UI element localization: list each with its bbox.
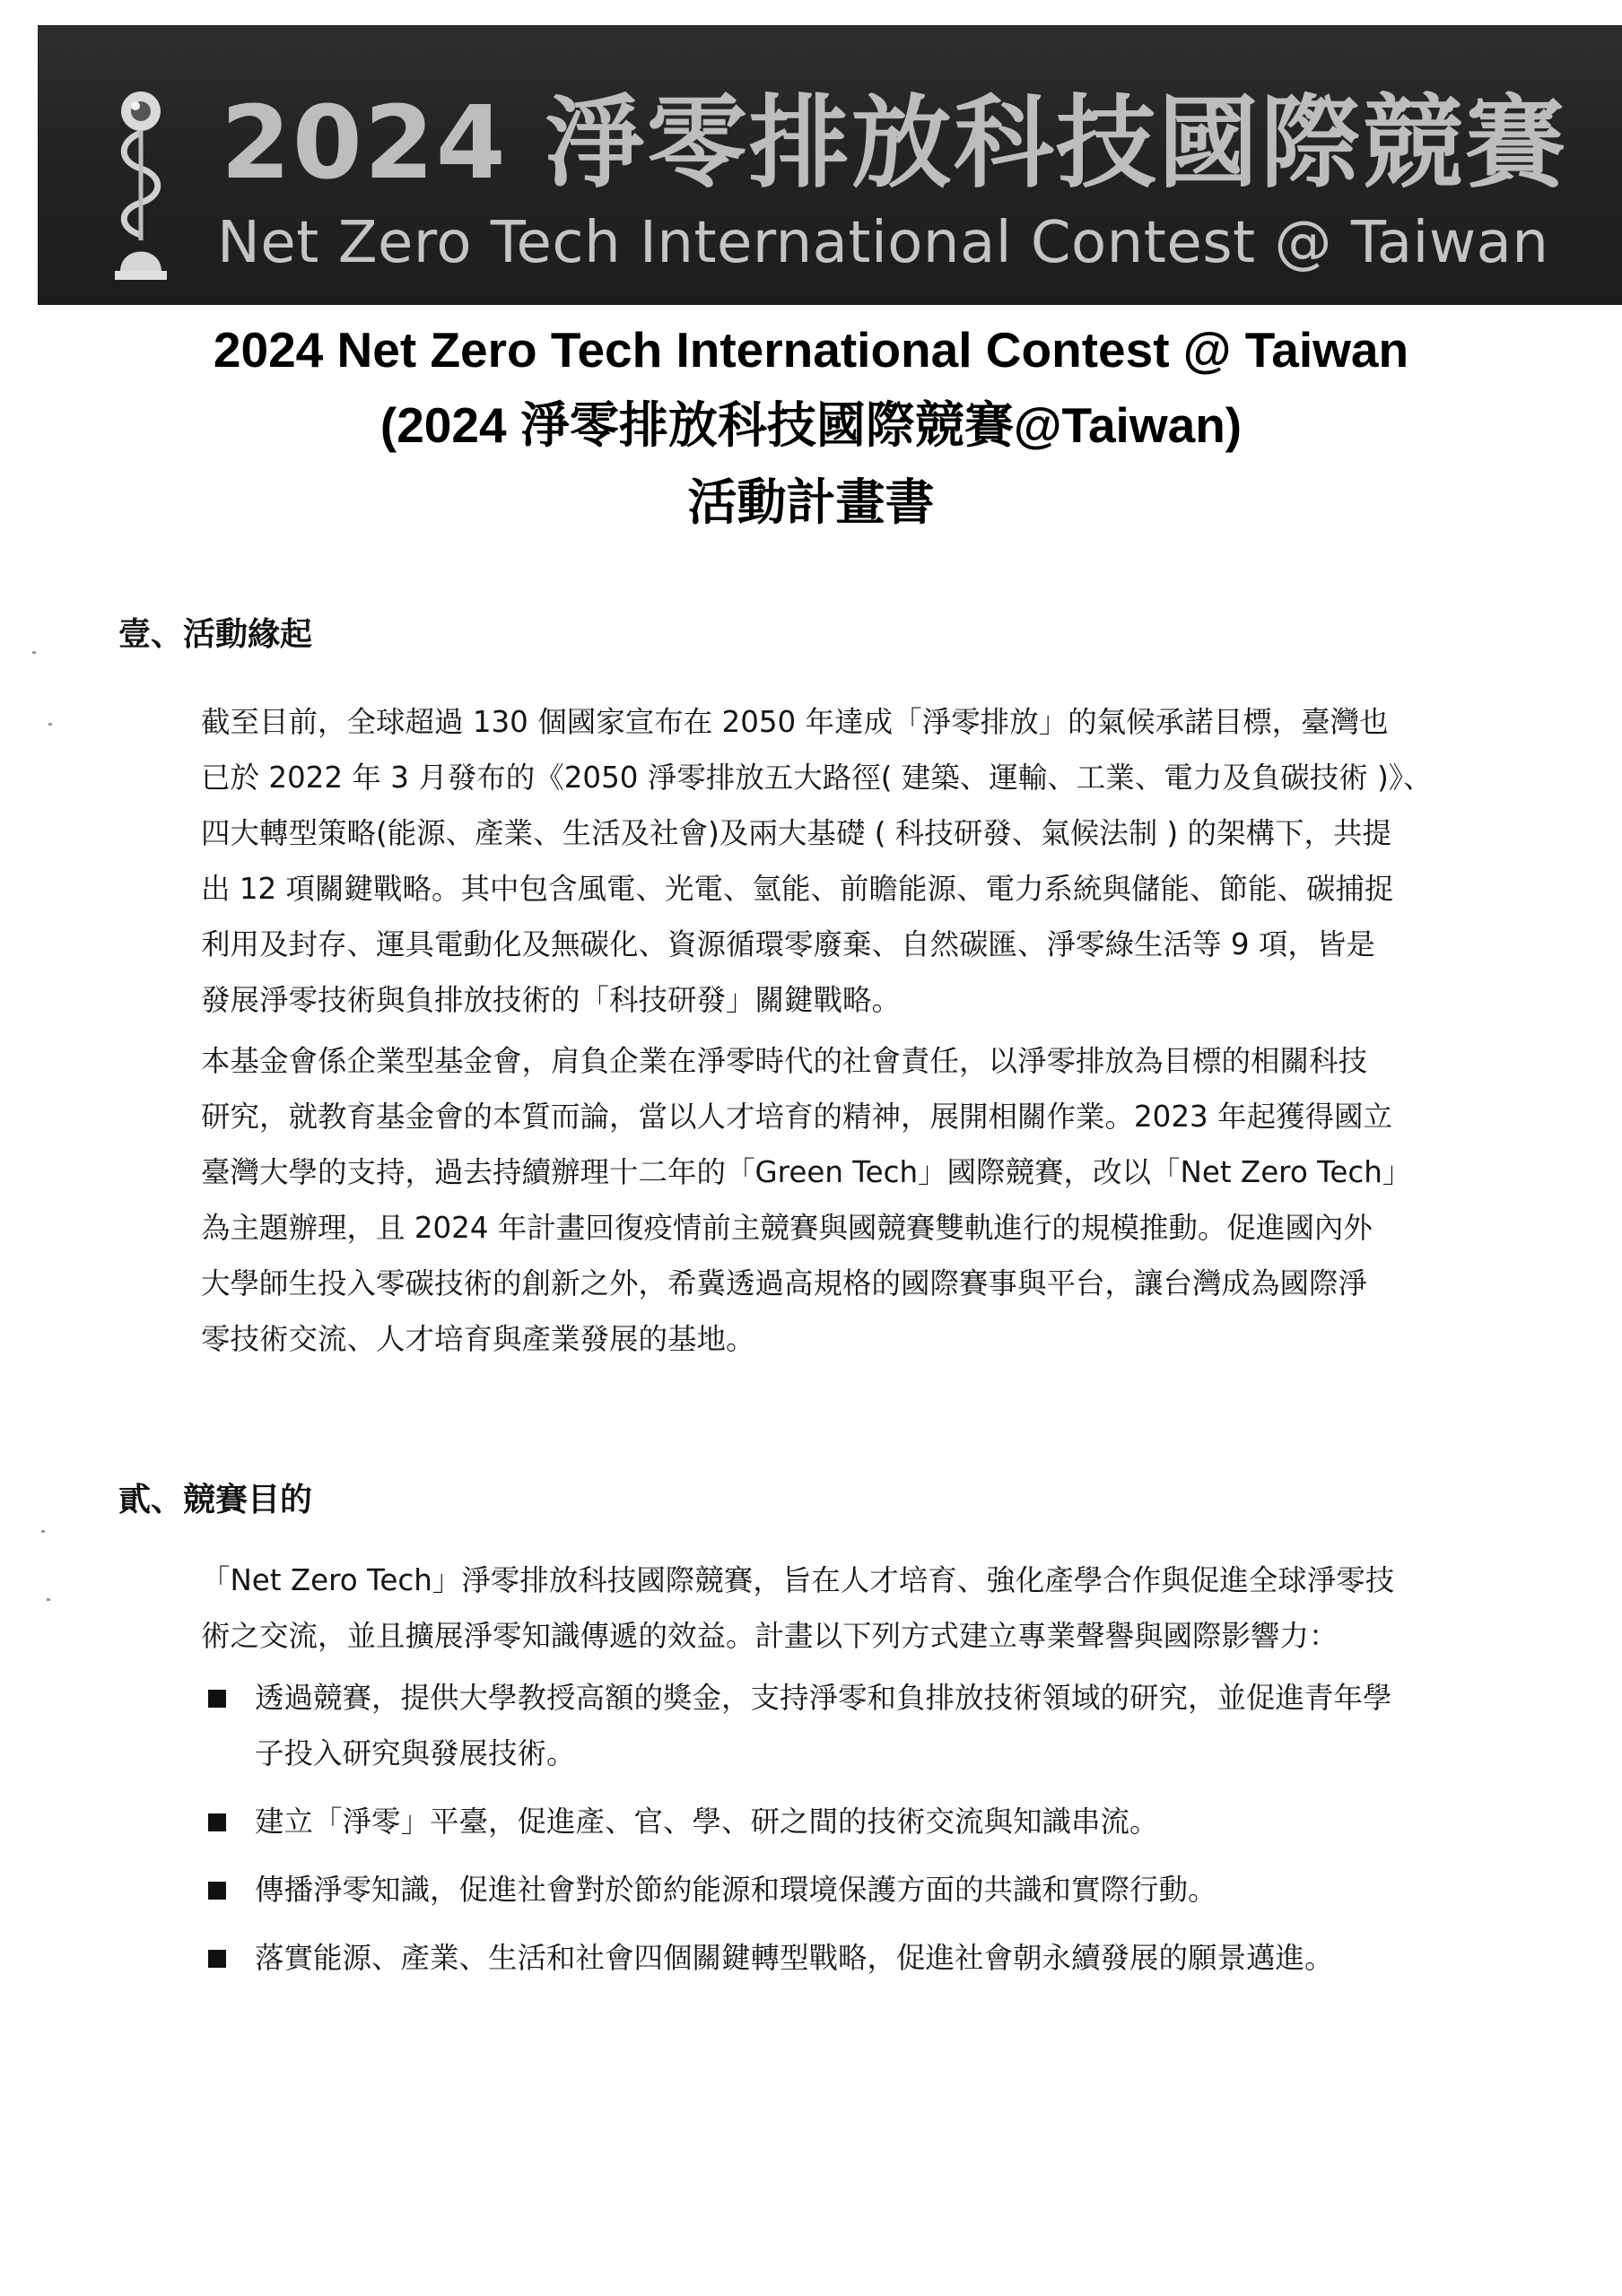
bullet-line: 傳播淨零知識，促進社會對於節約能源和環境保護方面的共識和實際行動。 bbox=[255, 1873, 1217, 1907]
bullet-item bbox=[208, 1670, 1518, 1781]
document-type-title: 活動計畫書 bbox=[687, 474, 935, 530]
trophy-logo-icon bbox=[92, 88, 190, 285]
header-banner bbox=[38, 25, 1622, 305]
square-bullet-icon bbox=[208, 1950, 226, 1968]
scan-speck bbox=[47, 1598, 50, 1601]
banner-title-english: Net Zero Tech International Contest @ Taiwan bbox=[217, 210, 1549, 276]
paragraph-line: 出 12 項關鍵戰略。其中包含風電、光電、氫能、前瞻能源、電力系統與儲能、節能、碳捕捉 bbox=[201, 872, 1394, 906]
bullet-item bbox=[208, 1862, 1518, 1918]
paragraph-line: 術之交流，並且擴展淨零知識傳遞的效益。計畫以下列方式建立專業聲譽與國際影響力： bbox=[201, 1619, 1339, 1653]
bullet-item bbox=[208, 1794, 1518, 1849]
paragraph-line: 零技術交流、人才培育與產業發展的基地。 bbox=[201, 1322, 755, 1356]
scan-speck bbox=[32, 651, 36, 654]
paragraph-line: 研究，就教育基金會的本質而論，當以人才培育的精神，展開相關作業。2023 年起獲得國立 bbox=[201, 1100, 1393, 1134]
square-bullet-icon bbox=[208, 1690, 226, 1708]
section-heading-background: 壹、活動緣起 bbox=[118, 616, 313, 653]
bullet-line: 子投入研究與發展技術。 bbox=[255, 1736, 576, 1770]
background-paragraph-2 bbox=[201, 1033, 1511, 1367]
square-bullet-icon bbox=[208, 1813, 226, 1831]
paragraph-line: 大學師生投入零碳技術的創新之外，希冀透過高規格的國際賽事與平台，讓台灣成為國際淨 bbox=[201, 1266, 1368, 1300]
square-bullet-icon bbox=[208, 1882, 226, 1900]
document-title-english: 2024 Net Zero Tech International Contest @ Taiwan bbox=[213, 322, 1409, 378]
paragraph-line: 為主題辦理，且 2024 年計畫回復疫情前主競賽與國競賽雙軌進行的規模推動。促進國內外 bbox=[201, 1211, 1373, 1245]
objectives-intro-paragraph bbox=[201, 1552, 1511, 1664]
paragraph-line: 臺灣大學的支持，過去持續辦理十二年的「Green Tech」國際競賽，改以「Net Zero Tech」 bbox=[201, 1155, 1412, 1189]
paragraph-line: 本基金會係企業型基金會，肩負企業在淨零時代的社會責任，以淨零排放為目標的相關科技 bbox=[201, 1044, 1368, 1078]
bullet-line: 透過競賽，提供大學教授高額的獎金，支持淨零和負排放技術領域的研究，並促進青年學 bbox=[255, 1681, 1392, 1715]
bullet-item bbox=[208, 1930, 1518, 1986]
paragraph-line: 四大轉型策略(能源、產業、生活及社會)及兩大基礎 ( 科技研發、氣候法制 ) 的架構下，共提 bbox=[201, 816, 1392, 850]
paragraph-line: 截至目前，全球超過 130 個國家宣布在 2050 年達成「淨零排放」的氣候承諾目標，臺灣也 bbox=[201, 705, 1389, 739]
paragraph-line: 利用及封存、運具電動化及無碳化、資源循環零廢棄、自然碳匯、淨零綠生活等 9 項，皆是 bbox=[201, 927, 1375, 961]
paragraph-line: 「Net Zero Tech」淨零排放科技國際競賽，旨在人才培育、強化產學合作與促進全球淨零技 bbox=[201, 1563, 1395, 1597]
bullet-line: 建立「淨零」平臺，促進產、官、學、研之間的技術交流與知識串流。 bbox=[255, 1805, 1159, 1839]
paragraph-line: 發展淨零技術與負排放技術的「科技研發」關鍵戰略。 bbox=[201, 983, 902, 1017]
background-paragraph-1 bbox=[201, 694, 1511, 1028]
bullet-line: 落實能源、產業、生活和社會四個關鍵轉型戰略，促進社會朝永續發展的願景邁進。 bbox=[255, 1941, 1334, 1975]
banner-title-chinese: 2024 淨零排放科技國際競賽 bbox=[221, 85, 1567, 202]
paragraph-line: 已於 2022 年 3 月發布的《2050 淨零排放五大路徑( 建築、運輸、工業、電力及負碳技術 )》、 bbox=[201, 761, 1433, 795]
objectives-bullet-list bbox=[208, 1670, 1518, 1986]
section-heading-objectives: 貳、競賽目的 bbox=[118, 1482, 313, 1518]
document-title-chinese: (2024 淨零排放科技國際競賽@Taiwan) bbox=[379, 397, 1243, 453]
scan-speck bbox=[48, 723, 52, 726]
scan-speck bbox=[41, 1530, 45, 1533]
